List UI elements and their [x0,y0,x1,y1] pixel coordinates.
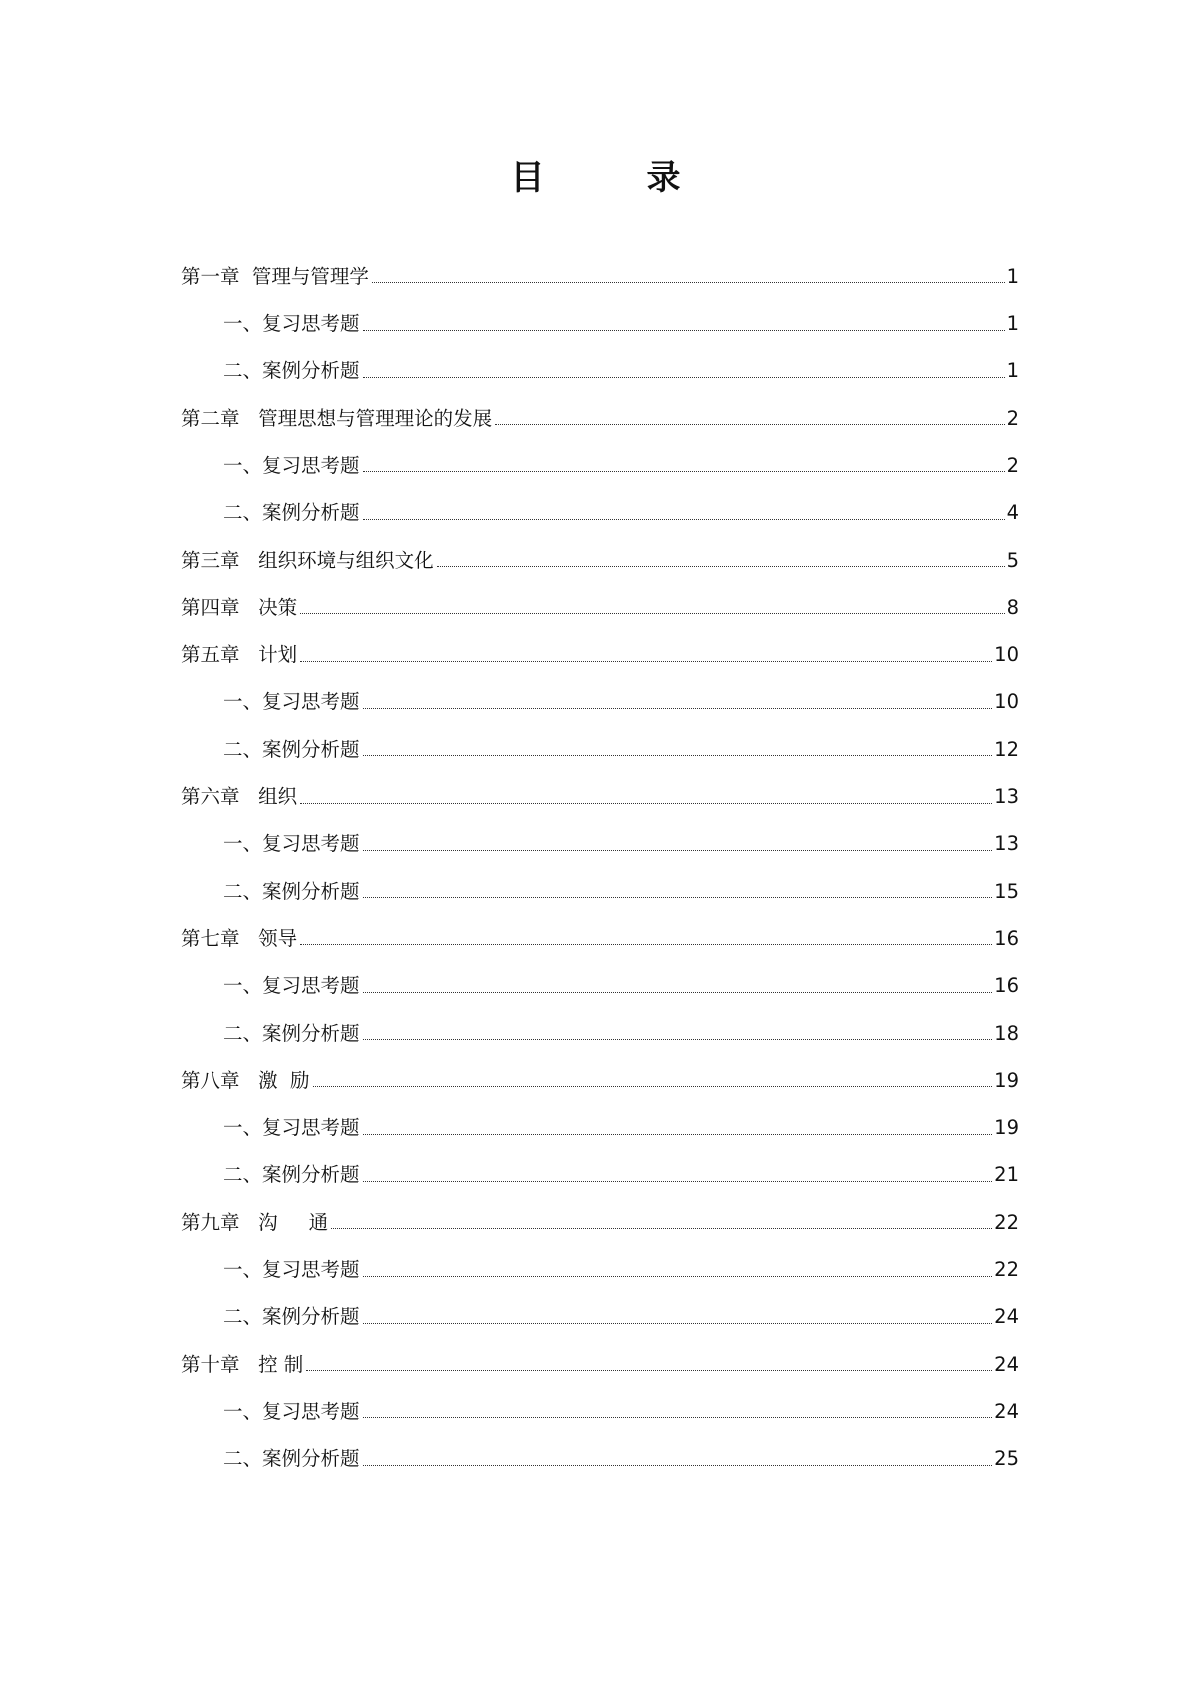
toc-entry-label: 二、案例分析题 [223,1305,360,1329]
toc-entry-label: 第四章 决策 [181,595,298,619]
toc-page-number: 16 [994,926,1019,950]
toc-entry-label: 一、复习思考题 [223,1116,360,1140]
toc-section-entry[interactable] [181,820,1019,867]
toc-section-entry[interactable] [181,1387,1019,1434]
toc-page-number: 4 [1006,501,1019,525]
toc-leader-dots [331,1228,992,1229]
toc-page-number: 24 [994,1305,1019,1329]
toc-entry-label: 二、案例分析题 [223,359,360,383]
toc-page-number: 16 [994,974,1019,998]
toc-chapter-entry[interactable] [181,394,1019,441]
toc-leader-dots [300,944,992,945]
toc-entry-label: 二、案例分析题 [223,879,360,903]
toc-section-entry[interactable] [181,299,1019,346]
toc-leader-dots [363,330,1005,331]
toc-leader-dots [300,803,992,804]
toc-leader-dots [363,850,993,851]
toc-page-number: 21 [994,1163,1019,1187]
toc-chapter-entry[interactable] [181,630,1019,677]
toc-section-entry[interactable] [181,725,1019,772]
toc-page-number: 19 [994,1116,1019,1140]
toc-entry-label: 二、案例分析题 [223,1021,360,1045]
toc-page-number: 2 [1006,453,1019,477]
toc-leader-dots [300,661,992,662]
toc-page-number: 5 [1006,548,1019,572]
toc-entry-label: 第八章 激 励 [181,1068,310,1092]
toc-section-entry[interactable] [181,1245,1019,1292]
toc-leader-dots [363,471,1005,472]
toc-leader-dots [372,282,1005,283]
toc-title: 目 录 [510,158,715,198]
toc-page-number: 25 [994,1447,1019,1471]
toc-entry-label: 一、复习思考题 [223,974,360,998]
toc-page-number: 19 [994,1068,1019,1092]
toc-section-entry[interactable] [181,488,1019,535]
toc-entry-label: 第五章 计划 [181,643,298,667]
toc-section-entry[interactable] [181,1434,1019,1481]
toc-leader-dots [363,708,993,709]
toc-leader-dots [363,1134,993,1135]
toc-section-entry[interactable] [181,961,1019,1008]
toc-entry-label: 一、复习思考题 [223,453,360,477]
toc-leader-dots [300,613,1004,614]
toc-section-entry[interactable] [181,678,1019,725]
toc-leader-dots [363,377,1005,378]
toc-section-entry[interactable] [181,1293,1019,1340]
toc-page-number: 12 [994,737,1019,761]
toc-entry-label: 二、案例分析题 [223,1163,360,1187]
toc-leader-dots [363,1039,993,1040]
toc-leader-dots [363,1417,993,1418]
toc-entry-label: 第二章 管理思想与管理理论的发展 [181,406,493,430]
toc-entry-label: 一、复习思考题 [223,690,360,714]
toc-page-number: 1 [1006,312,1019,336]
toc-section-entry[interactable] [181,1151,1019,1198]
toc-leader-dots [363,519,1005,520]
toc-chapter-entry[interactable] [181,914,1019,961]
toc-entry-label: 第九章 沟 通 [181,1210,329,1234]
toc-page-number: 24 [994,1352,1019,1376]
toc-entry-label: 第七章 领导 [181,926,298,950]
toc-chapter-entry[interactable] [181,1198,1019,1245]
toc-entry-label: 一、复习思考题 [223,312,360,336]
toc-leader-dots [313,1086,993,1087]
toc-leader-dots [363,1465,993,1466]
toc-page-number: 15 [994,879,1019,903]
toc-page-number: 22 [994,1258,1019,1282]
toc-page-number: 1 [1006,359,1019,383]
toc-entry-label: 一、复习思考题 [223,832,360,856]
toc-section-entry[interactable] [181,867,1019,914]
toc-chapter-entry[interactable] [181,583,1019,630]
toc-page-number: 24 [994,1399,1019,1423]
toc-page-number: 10 [994,643,1019,667]
toc-page-number: 18 [994,1021,1019,1045]
toc-leader-dots [363,755,993,756]
toc-section-entry[interactable] [181,1103,1019,1150]
toc-entry-label: 第三章 组织环境与组织文化 [181,548,434,572]
toc-chapter-entry[interactable] [181,1340,1019,1387]
toc-entry-label: 一、复习思考题 [223,1399,360,1423]
toc-page-number: 10 [994,690,1019,714]
toc-page-number: 8 [1006,595,1019,619]
toc-page-number: 2 [1006,406,1019,430]
toc-leader-dots [363,1323,993,1324]
toc-chapter-entry[interactable] [181,536,1019,583]
toc-leader-dots [306,1370,992,1371]
toc-entry-label: 二、案例分析题 [223,501,360,525]
toc-page-number: 22 [994,1210,1019,1234]
toc-entry-label: 一、复习思考题 [223,1258,360,1282]
toc-entry-label: 第六章 组织 [181,785,298,809]
toc-list [181,252,1019,1482]
toc-entry-label: 二、案例分析题 [223,1447,360,1471]
toc-section-entry[interactable] [181,347,1019,394]
toc-entry-label: 第一章 管理与管理学 [181,264,369,288]
toc-page-number: 13 [994,785,1019,809]
toc-entry-label: 二、案例分析题 [223,737,360,761]
toc-chapter-entry[interactable] [181,772,1019,819]
toc-leader-dots [363,1181,993,1182]
toc-leader-dots [363,897,993,898]
toc-entry-label: 第十章 控 制 [181,1352,304,1376]
toc-section-entry[interactable] [181,1009,1019,1056]
toc-leader-dots [363,992,993,993]
toc-leader-dots [495,424,1004,425]
toc-page-number: 13 [994,832,1019,856]
toc-chapter-entry[interactable] [181,1056,1019,1103]
toc-leader-dots [437,566,1005,567]
toc-leader-dots [363,1276,993,1277]
toc-page-number: 1 [1006,264,1019,288]
toc-chapter-entry[interactable] [181,252,1019,299]
toc-section-entry[interactable] [181,441,1019,488]
